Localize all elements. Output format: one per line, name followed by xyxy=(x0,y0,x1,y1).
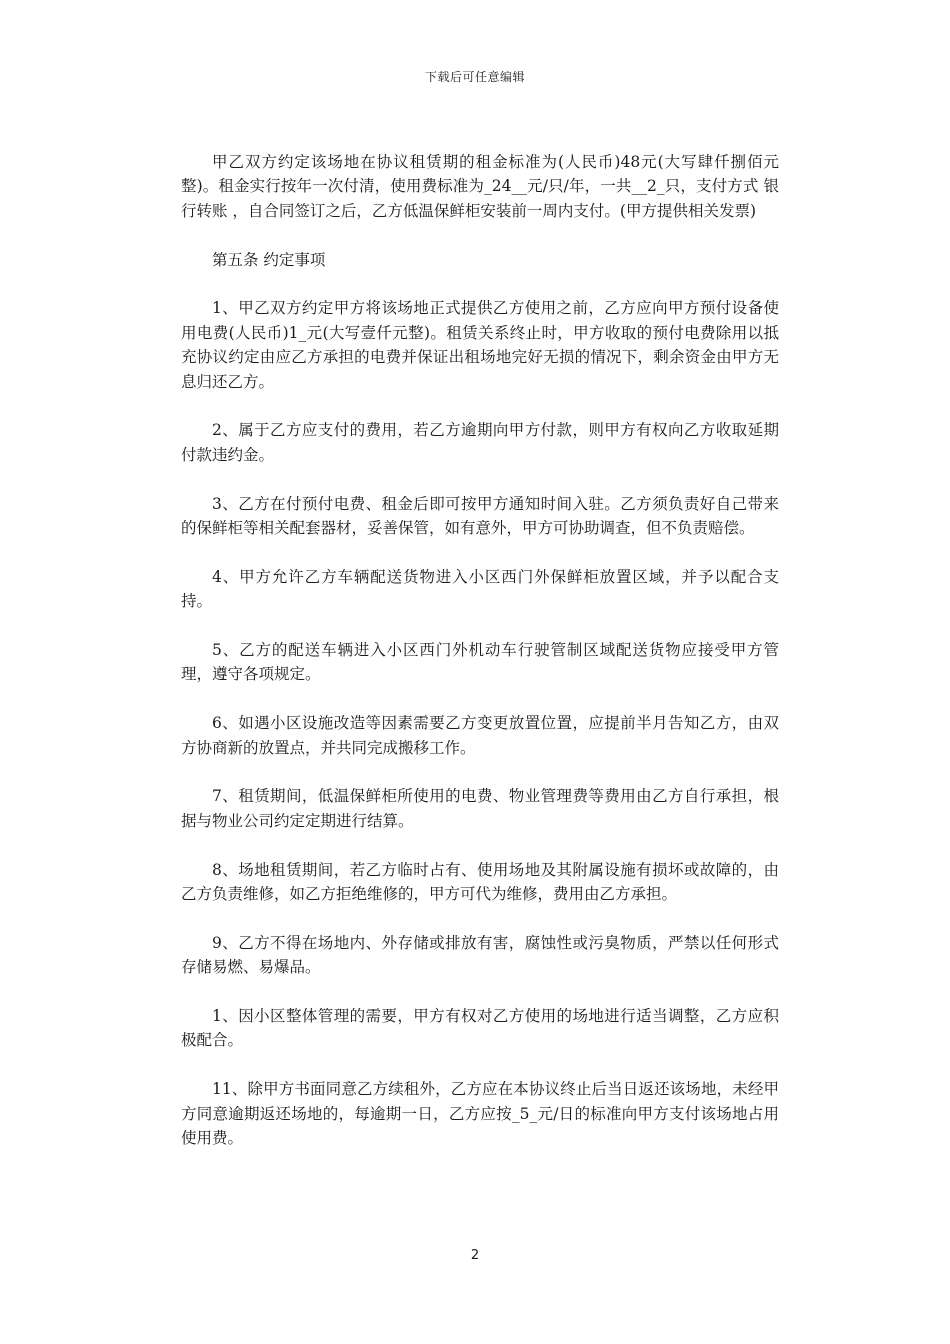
paragraph-item-1-deposit: 1、甲乙双方约定甲方将该场地正式提供乙方使用之前，乙方应向甲方预付设备使用电费(人民币)1_元(大写壹仟元整)。租赁关系终止时，甲方收取的预付电费除用以抵充协议约定由应乙方承担的电费并保证出租场地完好无损的情况下，剩余资金由甲方无息归还乙方。 xyxy=(181,299,779,391)
paragraph-item-8-repairs: 8、场地租赁期间，若乙方临时占有、使用场地及其附属设施有损坏或故障的，由乙方负责维修，如乙方拒绝维修的，甲方可代为维修，费用由乙方承担。 xyxy=(181,860,779,904)
document-body xyxy=(181,150,779,1150)
paragraph-item-7-fees: 7、租赁期间，低温保鲜柜所使用的电费、物业管理费等费用由乙方自行承担，根据与物业公司约定定期进行结算。 xyxy=(181,787,779,830)
paragraph-item-10-adjustment: 1、因小区整体管理的需要，甲方有权对乙方使用的场地进行适当调整，乙方应积极配合。 xyxy=(181,1007,779,1050)
paragraph-item-2-late-fee: 2、属于乙方应支付的费用，若乙方逾期向甲方付款，则甲方有权向乙方收取延期付款违约金。 xyxy=(181,421,779,464)
paragraph-item-3-move-in: 3、乙方在付预付电费、租金后即可按甲方通知时间入驻。乙方须负责好自己带来的保鲜柜等相关配套器材，妥善保管，如有意外，甲方可协助调查，但不负责赔偿。 xyxy=(181,494,779,538)
section-heading-article-5: 第五条 约定事项 xyxy=(212,250,326,269)
paragraph-item-5-management: 5、乙方的配送车辆进入小区西门外机动车行驶管制区域配送货物应接受甲方管理，遵守各项规定。 xyxy=(181,641,779,684)
paragraph-item-11-return: 11、除甲方书面同意乙方续租外，乙方应在本协议终止后当日返还该场地，未经甲方同意逾期返还场地的，每逾期一日，乙方应按_5_元/日的标准向甲方支付该场地占用使用费。 xyxy=(181,1080,779,1148)
paragraph-item-4-vehicles: 4、甲方允许乙方车辆配送货物进入小区西门外保鲜柜放置区域，并予以配合支持。 xyxy=(181,567,779,611)
page-number: 2 xyxy=(470,1248,480,1263)
paragraph-item-6-relocation: 6、如遇小区设施改造等因素需要乙方变更放置位置，应提前半月告知乙方，由双方协商新的放置点，并共同完成搬移工作。 xyxy=(181,714,779,757)
paragraph-rent-terms: 甲乙双方约定该场地在协议租赁期的租金标准为(人民币)48元(大写肆仟捌佰元整)。租金实行按年一次付清，使用费标准为_24__元/只/年，一共__2_只，支付方式 银行转账 ，自合同签订之后，乙方低温保鲜柜安装前一周内支付。(甲方提供相关发票) xyxy=(181,153,779,220)
paragraph-item-9-hazards: 9、乙方不得在场地内、外存储或排放有害，腐蚀性或污臭物质，严禁以任何形式存储易燃、易爆品。 xyxy=(181,933,779,977)
page-header: 下载后可任意编辑 xyxy=(424,70,525,84)
